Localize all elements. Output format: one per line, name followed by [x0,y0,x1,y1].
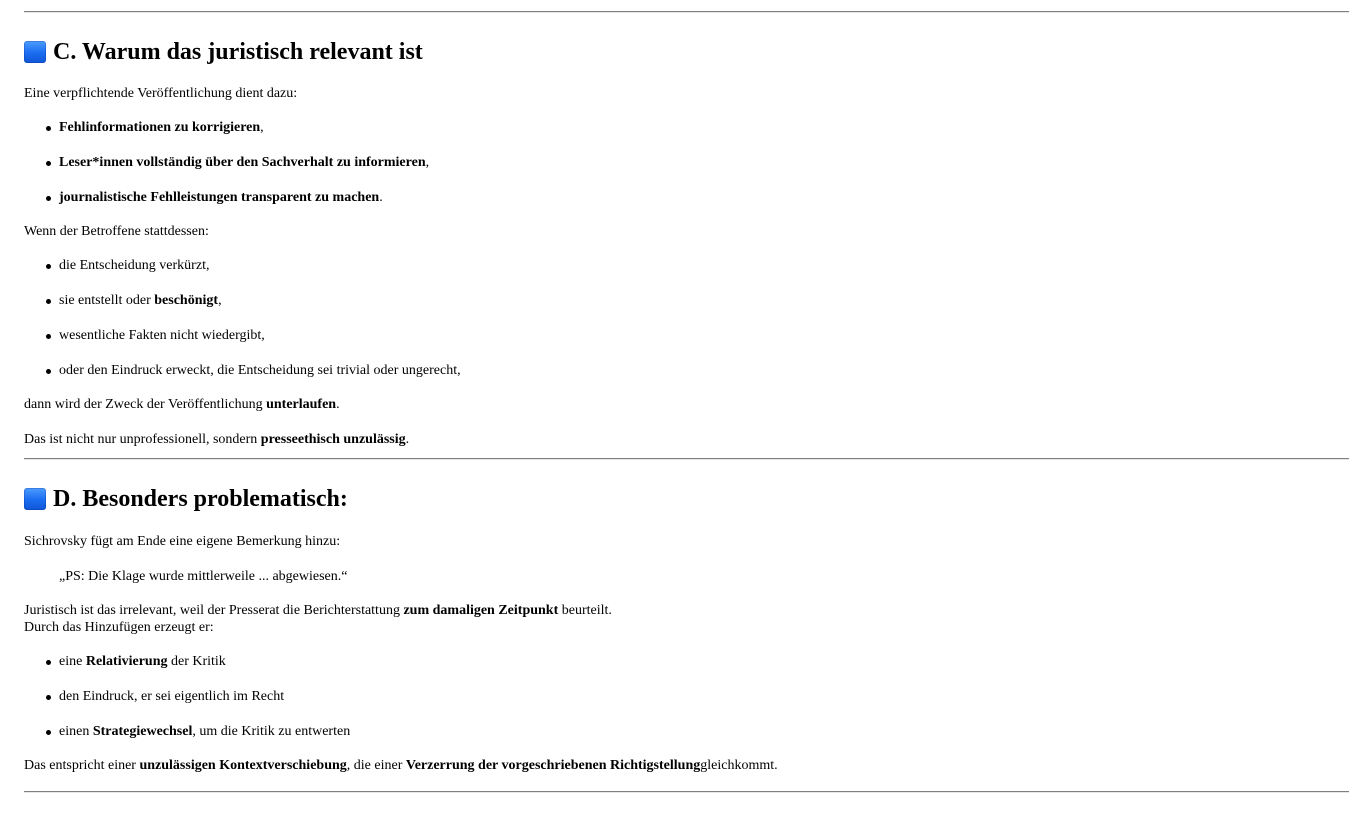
list-item [24,362,1349,379]
document-page [24,0,1349,793]
paragraph-bold: Verzerrung der vorgeschriebenen Richtigstellung [405,758,701,773]
section-d-heading [24,485,1349,513]
paragraph-text: Durch das Hinzufügen erzeugt er: [24,620,214,635]
paragraph-text: Das ist nicht nur unprofessionell, sondern [24,432,261,447]
purpose-list [24,119,1349,206]
ps-quote: „PS: Die Klage wurde mittlerweile ... abgewiesen.“ [59,569,348,584]
section-d-intro: Sichrovsky fügt am Ende eine eigene Bemerkung hinzu: [24,534,341,549]
verdict-paragraph [24,431,1349,448]
blue-square-icon [24,488,46,510]
list-item-text: oder den Eindruck erweckt, die Entscheidung sei trivial oder ungerecht, [59,363,461,378]
final-paragraph [24,757,1349,774]
list-item-bold: Strategiewechsel [92,724,193,739]
paragraph-text: dann wird der Zweck der Veröffentlichung [24,397,267,412]
paragraph-text: . [336,397,340,412]
consequence-paragraph [24,396,1349,413]
section-c-heading [24,38,1349,66]
paragraph-bold: zum damaligen Zeitpunkt [403,603,559,618]
horizontal-rule [24,791,1349,793]
list-item [24,723,1349,740]
list-item-text: eine [59,654,86,669]
list-item [24,119,1349,136]
section-d-title: D. Besonders problematisch: [53,486,348,512]
list-item-text: , [425,155,430,170]
list-item [24,257,1349,274]
list-item-bold: Leser*innen vollständig über den Sachverhalt zu informieren [59,155,426,170]
paragraph-text: beurteilt. [558,603,612,618]
paragraph-bold: unterlaufen [266,397,337,412]
section-c-intro: Eine verpflichtende Veröffentlichung dient dazu: [24,86,298,101]
condition-intro: Wenn der Betroffene stattdessen: [24,224,209,239]
list-item [24,688,1349,705]
paragraph-text: Juristisch ist das irrelevant, weil der Presserat die Berichterstattung [24,603,404,618]
list-item [24,154,1349,171]
paragraph-bold: presseethisch unzulässig [260,432,406,447]
list-item-bold: Relativierung [85,654,168,669]
condition-list [24,257,1349,379]
list-item-bold: Fehlinformationen zu korrigieren [59,120,261,135]
list-item-text: den Eindruck, er sei eigentlich im Recht [59,689,285,704]
list-item [24,653,1349,670]
list-item-text: , um die Kritik zu entwerten [192,724,351,739]
list-item-text: die Entscheidung verkürzt, [59,258,210,273]
paragraph-bold: unzulässigen Kontextverschiebung [139,758,347,773]
list-item [24,327,1349,344]
list-item-text: sie entstellt oder [59,293,155,308]
paragraph-text: . [405,432,410,447]
list-item-text: . [379,190,383,205]
paragraph-text: , die einer [346,758,406,773]
effect-list [24,653,1349,740]
list-item-text: , [260,120,264,135]
section-c-title: C. Warum das juristisch relevant ist [53,39,423,65]
relevance-paragraph [24,602,1349,636]
list-item-text: wesentliche Fakten nicht wiedergibt, [59,328,265,343]
list-item-text: der Kritik [167,654,226,669]
list-item [24,189,1349,206]
horizontal-rule [24,11,1349,13]
list-item-bold: beschönigt [154,293,219,308]
blue-square-icon [24,41,46,63]
list-item [24,292,1349,309]
list-item-text: einen [59,724,93,739]
paragraph-text: gleichkommt. [700,758,778,773]
list-item-text: , [218,293,222,308]
paragraph-text: Das entspricht einer [24,758,140,773]
list-item-bold: journalistische Fehlleistungen transparent zu machen [59,190,380,205]
horizontal-rule [24,458,1349,460]
